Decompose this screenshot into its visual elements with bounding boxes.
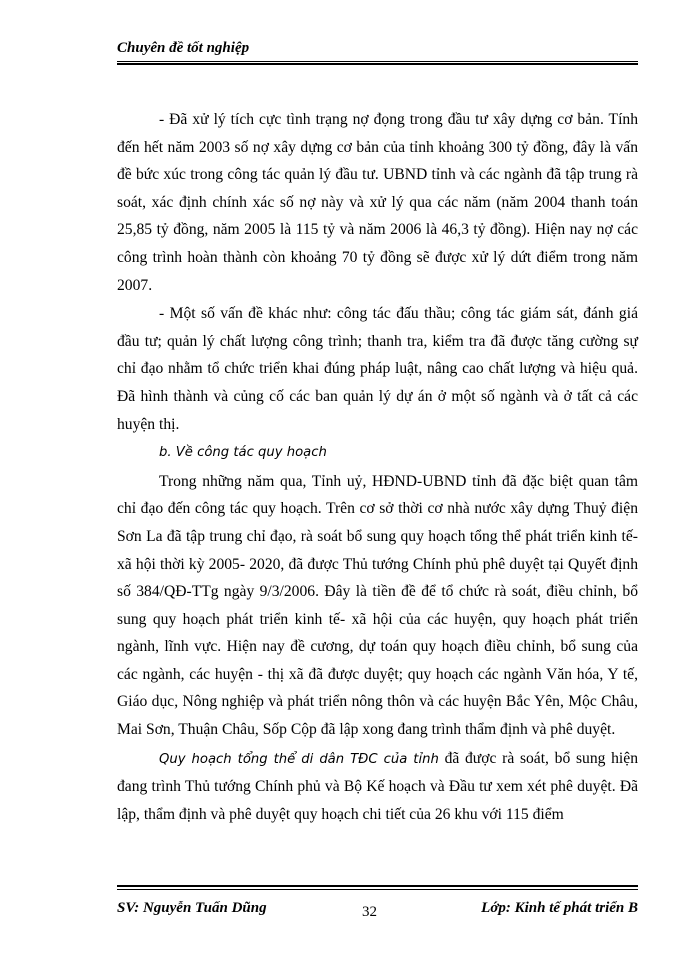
footer-rule-thin — [117, 889, 638, 890]
footer-class-name: Lớp: Kinh tế phát triển B — [481, 900, 638, 916]
resettlement-plan-title: Quy hoạch tổng thể di dân TĐC của tỉnh — [159, 751, 439, 767]
paragraph-resettlement — [117, 745, 638, 829]
paragraph-debt: - Đã xử lý tích cực tình trạng nợ đọng trong đầu tư xây dựng cơ bản. Tính đến hết năm 2003 số nợ xây dựng cơ bản của tỉnh khoảng 300 tỷ đồng, đây là vấn đề bức xúc trong công tác quản lý đầu tư. UBND tỉnh và các ngành đã tập trung rà soát, xác định chính xác số nợ này và xử lý qua các năm (năm 2004 thanh toán 25,85 tỷ đồng, năm 2005 là 115 tỷ và năm 2006 là 46,3 tỷ đồng). Hiện nay nợ các công trình hoàn thành còn khoảng 70 tỷ đồng sẽ được xử lý dứt điểm trong năm 2007. — [117, 111, 638, 294]
section-subheading: b. Về công tác quy hoạch — [159, 445, 327, 461]
paragraph-other-issues: - Một số vấn đề khác như: công tác đấu thầu; công tác giám sát, đánh giá đầu tư; quản lý chất lượng công trình; thanh tra, kiểm tra đã được tăng cường sự chỉ đạo nhằm tổ chức triển khai đúng pháp luật, nâng cao chất lượng và hiệu quả. Đã hình thành và củng cố các ban quản lý dự án ở một số ngành và ở tất cả các huyện thị. — [117, 305, 638, 433]
paragraph-planning: Trong những năm qua, Tỉnh uỷ, HĐND-UBND tỉnh đã đặc biệt quan tâm chỉ đạo đến công tác quy hoạch. Trên cơ sở thời cơ nhà nước xây dựng Thuỷ điện Sơn La đã tập trung chỉ đạo, rà soát bổ sung quy hoạch tổng thể phát triển kinh tế- xã hội thời kỳ 2005- 2020, đã được Thủ tướng Chính phủ phê duyệt tại Quyết định số 384/QĐ-TTg ngày 9/3/2006. Đây là tiền đề để tổ chức rà soát, điều chỉnh, bổ sung quy hoạch phát triển kinh tế- xã hội của các huyện, quy hoạch phát triển ngành, lĩnh vực. Hiện nay đề cương, dự toán quy hoạch điều chỉnh, bổ sung của các ngành, các huyện - thị xã đã được duyệt; quy hoạch các ngành Văn hóa, Y tế, Giáo dục, Nông nghiệp và phát triển nông thôn và các huyện Bắc Yên, Mộc Châu, Mai Sơn, Thuận Châu, Sốp Cộp đã lập xong đang trình thẩm định và phê duyệt. — [117, 472, 638, 739]
header-title: Chuyên đề tốt nghiệp — [117, 40, 250, 56]
header-rule-thin — [117, 61, 638, 62]
footer-student-name: SV: Nguyễn Tuấn Dũng — [117, 900, 267, 916]
footer-rule-thick — [117, 885, 638, 887]
resettlement-plan-text: đã được rà soát, bổ sung hiện đang trình Thủ tướng Chính phủ và Bộ Kế hoạch và Đầu tư xem xét phê duyệt. Đã lập, thẩm định và phê duyệt quy hoạch chi tiết của 26 khu với 115 điểm — [117, 749, 638, 823]
header-rule-thick — [117, 63, 638, 65]
page-number: 32 — [362, 904, 377, 920]
body-text — [117, 106, 638, 828]
